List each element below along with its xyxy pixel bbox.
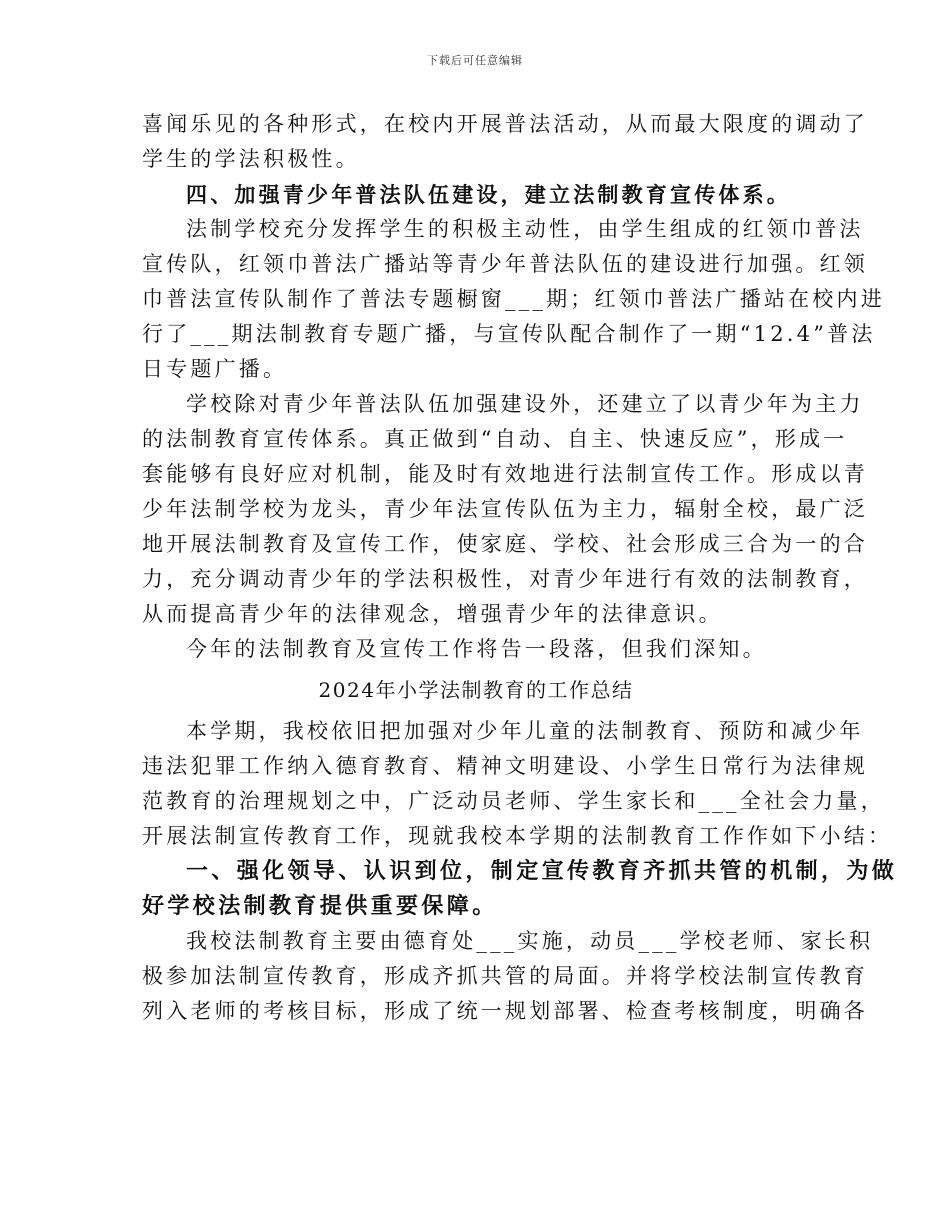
paragraph-line: 少年法制学校为龙头，青少年法宣传队伍为主力，辐射全校，最广泛: [142, 497, 868, 521]
paragraph-line: 开展法制宣传教育工作，现就我校本学期的法制教育工作作如下小结：: [142, 824, 893, 848]
section-heading-1: 一、强化领导、认识到位，制定宣传教育齐抓共管的机制，为做: [186, 858, 898, 884]
paragraph-line: 行了___期法制教育专题广播，与宣传队配合制作了一期“12.4”普法: [142, 322, 876, 346]
paragraph-line: 范教育的治理规划之中，广泛动员老师、学生家长和___全社会力量，: [142, 789, 885, 813]
page-header-note: 下载后可任意编辑: [427, 54, 523, 67]
paragraph-line: 学生的学法积极性。: [142, 147, 360, 171]
paragraph-line: 宣传队，红领巾普法广播站等青少年普法队伍的建设进行加强。红领: [142, 252, 868, 276]
paragraph-line: 日专题广播。: [142, 357, 288, 381]
paragraph-line: 学校除对青少年普法队伍加强建设外，还建立了以青少年为主力: [186, 392, 864, 416]
paragraph-line: 极参加法制宣传教育，形成齐抓共管的局面。并将学校法制宣传教育: [142, 964, 868, 988]
paragraph-line: 地开展法制教育及宣传工作，使家庭、学校、社会形成三合为一的合: [142, 532, 868, 556]
paragraph-line: 套能够有良好应对机制，能及时有效地进行法制宣传工作。形成以青: [142, 462, 868, 486]
paragraph-line: 喜闻乐见的各种形式，在校内开展普法活动，从而最大限度的调动了: [142, 112, 868, 136]
paragraph-line: 列入老师的考核目标，形成了统一规划部署、检查考核制度，明确各: [142, 999, 868, 1023]
paragraph-line: 法制学校充分发挥学生的积极主动性，由学生组成的红领巾普法: [186, 217, 864, 241]
paragraph-line: 力，充分调动青少年的学法积极性，对青少年进行有效的法制教育，: [142, 567, 868, 591]
paragraph-line: 今年的法制教育及宣传工作将告一段落，但我们深知。: [186, 637, 767, 661]
paragraph-line: 巾普法宣传队制作了普法专题橱窗___期；红领巾普法广播站在校内进: [142, 287, 885, 311]
paragraph-line: 我校法制教育主要由德育处___实施，动员___学校老师、家长积: [186, 929, 874, 953]
paragraph-line: 的法制教育宣传体系。真正做到“自动、自主、快速反应”，形成一: [142, 427, 848, 451]
document-title: 2024年小学法制教育的工作总结: [318, 678, 634, 702]
section-heading-4: 四、加强青少年普法队伍建设，建立法制教育宣传体系。: [186, 182, 791, 207]
paragraph-line: 从而提高青少年的法律观念，增强青少年的法律意识。: [142, 602, 723, 626]
paragraph-line: 本学期，我校依旧把加强对少年儿童的法制教育、预防和减少年: [186, 719, 864, 743]
paragraph-line: 违法犯罪工作纳入德育教育、精神文明建设、小学生日常行为法律规: [142, 754, 868, 778]
section-heading-1-cont: 好学校法制教育提供重要保障。: [142, 893, 498, 919]
document-body: [142, 107, 898, 1029]
